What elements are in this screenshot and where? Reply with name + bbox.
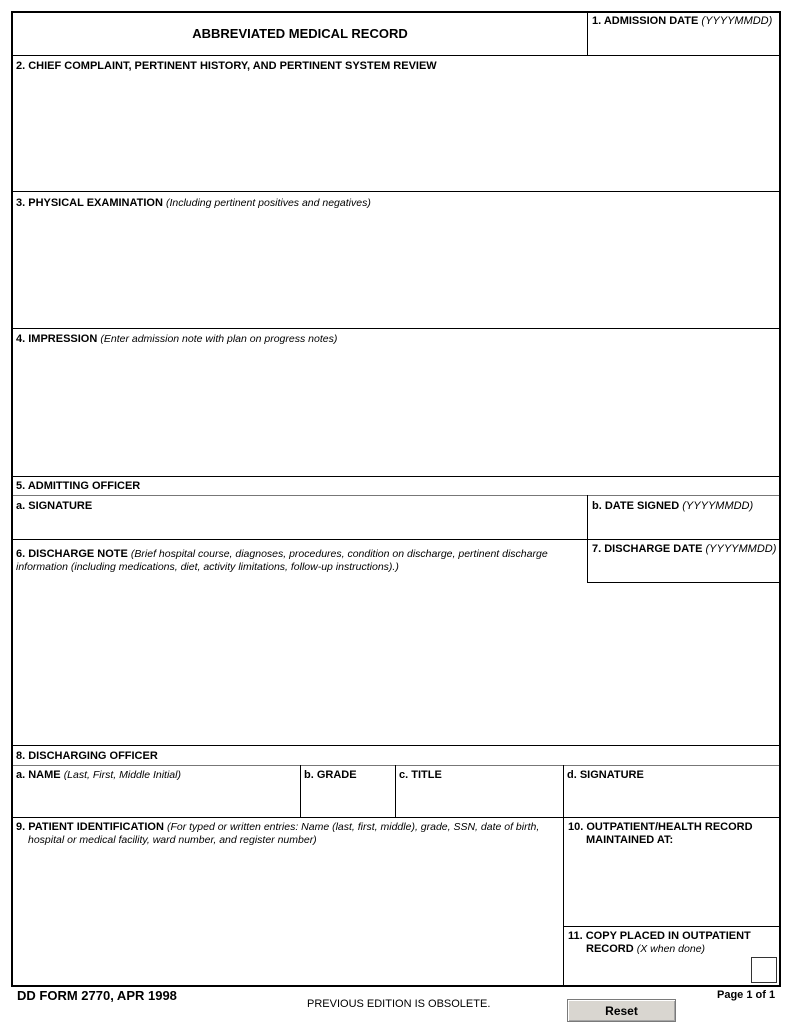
discharging-signature-field[interactable] bbox=[564, 783, 778, 815]
divider bbox=[13, 495, 779, 496]
chief-complaint-field[interactable] bbox=[14, 74, 778, 190]
admitting-signature-label: a. SIGNATURE bbox=[16, 500, 93, 512]
admitting-officer-label: 5. ADMITTING OFFICER bbox=[16, 480, 141, 492]
impression-label: 4. IMPRESSION (Enter admission note with plan on progress notes) bbox=[16, 333, 338, 345]
outpatient-record-field[interactable] bbox=[564, 849, 778, 925]
divider bbox=[563, 926, 779, 927]
discharging-officer-label: 8. DISCHARGING OFFICER bbox=[16, 750, 158, 762]
physical-exam-label: 3. PHYSICAL EXAMINATION (Including pertinent positives and negatives) bbox=[16, 197, 371, 209]
admission-date-label: 1. ADMISSION DATE (YYYYMMDD) bbox=[592, 15, 773, 27]
patient-id-field[interactable] bbox=[14, 850, 562, 984]
title-label: c. TITLE bbox=[399, 769, 442, 781]
patient-id-label: 9. PATIENT IDENTIFICATION (For typed or written entries: Name (last, first, middle), grade, SSN, date of birth, hospital or medical facility, ward number, and register number) bbox=[16, 821, 540, 846]
divider bbox=[13, 328, 779, 329]
discharge-date-label: 7. DISCHARGE DATE (YYYYMMDD) bbox=[592, 543, 777, 555]
border-bottom bbox=[11, 985, 781, 987]
impression-field[interactable] bbox=[14, 347, 778, 475]
discharge-date-field[interactable] bbox=[588, 557, 778, 581]
divider bbox=[587, 582, 779, 583]
copy-placed-checkbox[interactable] bbox=[751, 957, 777, 983]
discharge-note-field[interactable] bbox=[14, 578, 584, 744]
form-title: ABBREVIATED MEDICAL RECORD bbox=[192, 26, 408, 41]
border-right bbox=[779, 11, 781, 987]
divider bbox=[13, 817, 779, 818]
divider bbox=[13, 55, 779, 56]
discharging-name-field[interactable] bbox=[14, 783, 299, 815]
border-top bbox=[11, 11, 781, 13]
divider bbox=[13, 191, 779, 192]
divider bbox=[13, 539, 779, 540]
divider bbox=[13, 476, 779, 477]
form-number: DD FORM 2770, APR 1998 bbox=[17, 988, 177, 1003]
copy-placed-label: 11. COPY PLACED IN OUTPATIENT RECORD (X when done) bbox=[568, 930, 751, 955]
admitting-signature-field[interactable] bbox=[14, 514, 586, 538]
grade-field[interactable] bbox=[301, 783, 394, 815]
discharging-signature-label: d. SIGNATURE bbox=[567, 769, 644, 781]
divider bbox=[13, 765, 779, 766]
edition-note: PREVIOUS EDITION IS OBSOLETE. bbox=[307, 998, 491, 1010]
discharging-name-label: a. NAME (Last, First, Middle Initial) bbox=[16, 769, 181, 781]
physical-exam-field[interactable] bbox=[14, 211, 778, 327]
date-signed-field[interactable] bbox=[588, 514, 778, 538]
title-field[interactable] bbox=[396, 783, 562, 815]
grade-label: b. GRADE bbox=[304, 769, 357, 781]
date-signed-label: b. DATE SIGNED (YYYYMMDD) bbox=[592, 500, 754, 512]
admission-date-field[interactable] bbox=[588, 30, 778, 54]
reset-button[interactable]: Reset bbox=[567, 999, 676, 1022]
discharge-note-label: 6. DISCHARGE NOTE (Brief hospital course, diagnoses, procedures, condition on discharge, pertinent discharge information (including medications, diet, activity limitations, follow-up instructions).) bbox=[16, 548, 548, 573]
outpatient-record-label: 10. OUTPATIENT/HEALTH RECORD MAINTAINED AT: bbox=[568, 821, 753, 846]
divider bbox=[13, 745, 779, 746]
border-left bbox=[11, 11, 13, 987]
page-number: Page 1 of 1 bbox=[717, 989, 776, 1001]
chief-complaint-label: 2. CHIEF COMPLAINT, PERTINENT HISTORY, AND PERTINENT SYSTEM REVIEW bbox=[16, 60, 437, 72]
